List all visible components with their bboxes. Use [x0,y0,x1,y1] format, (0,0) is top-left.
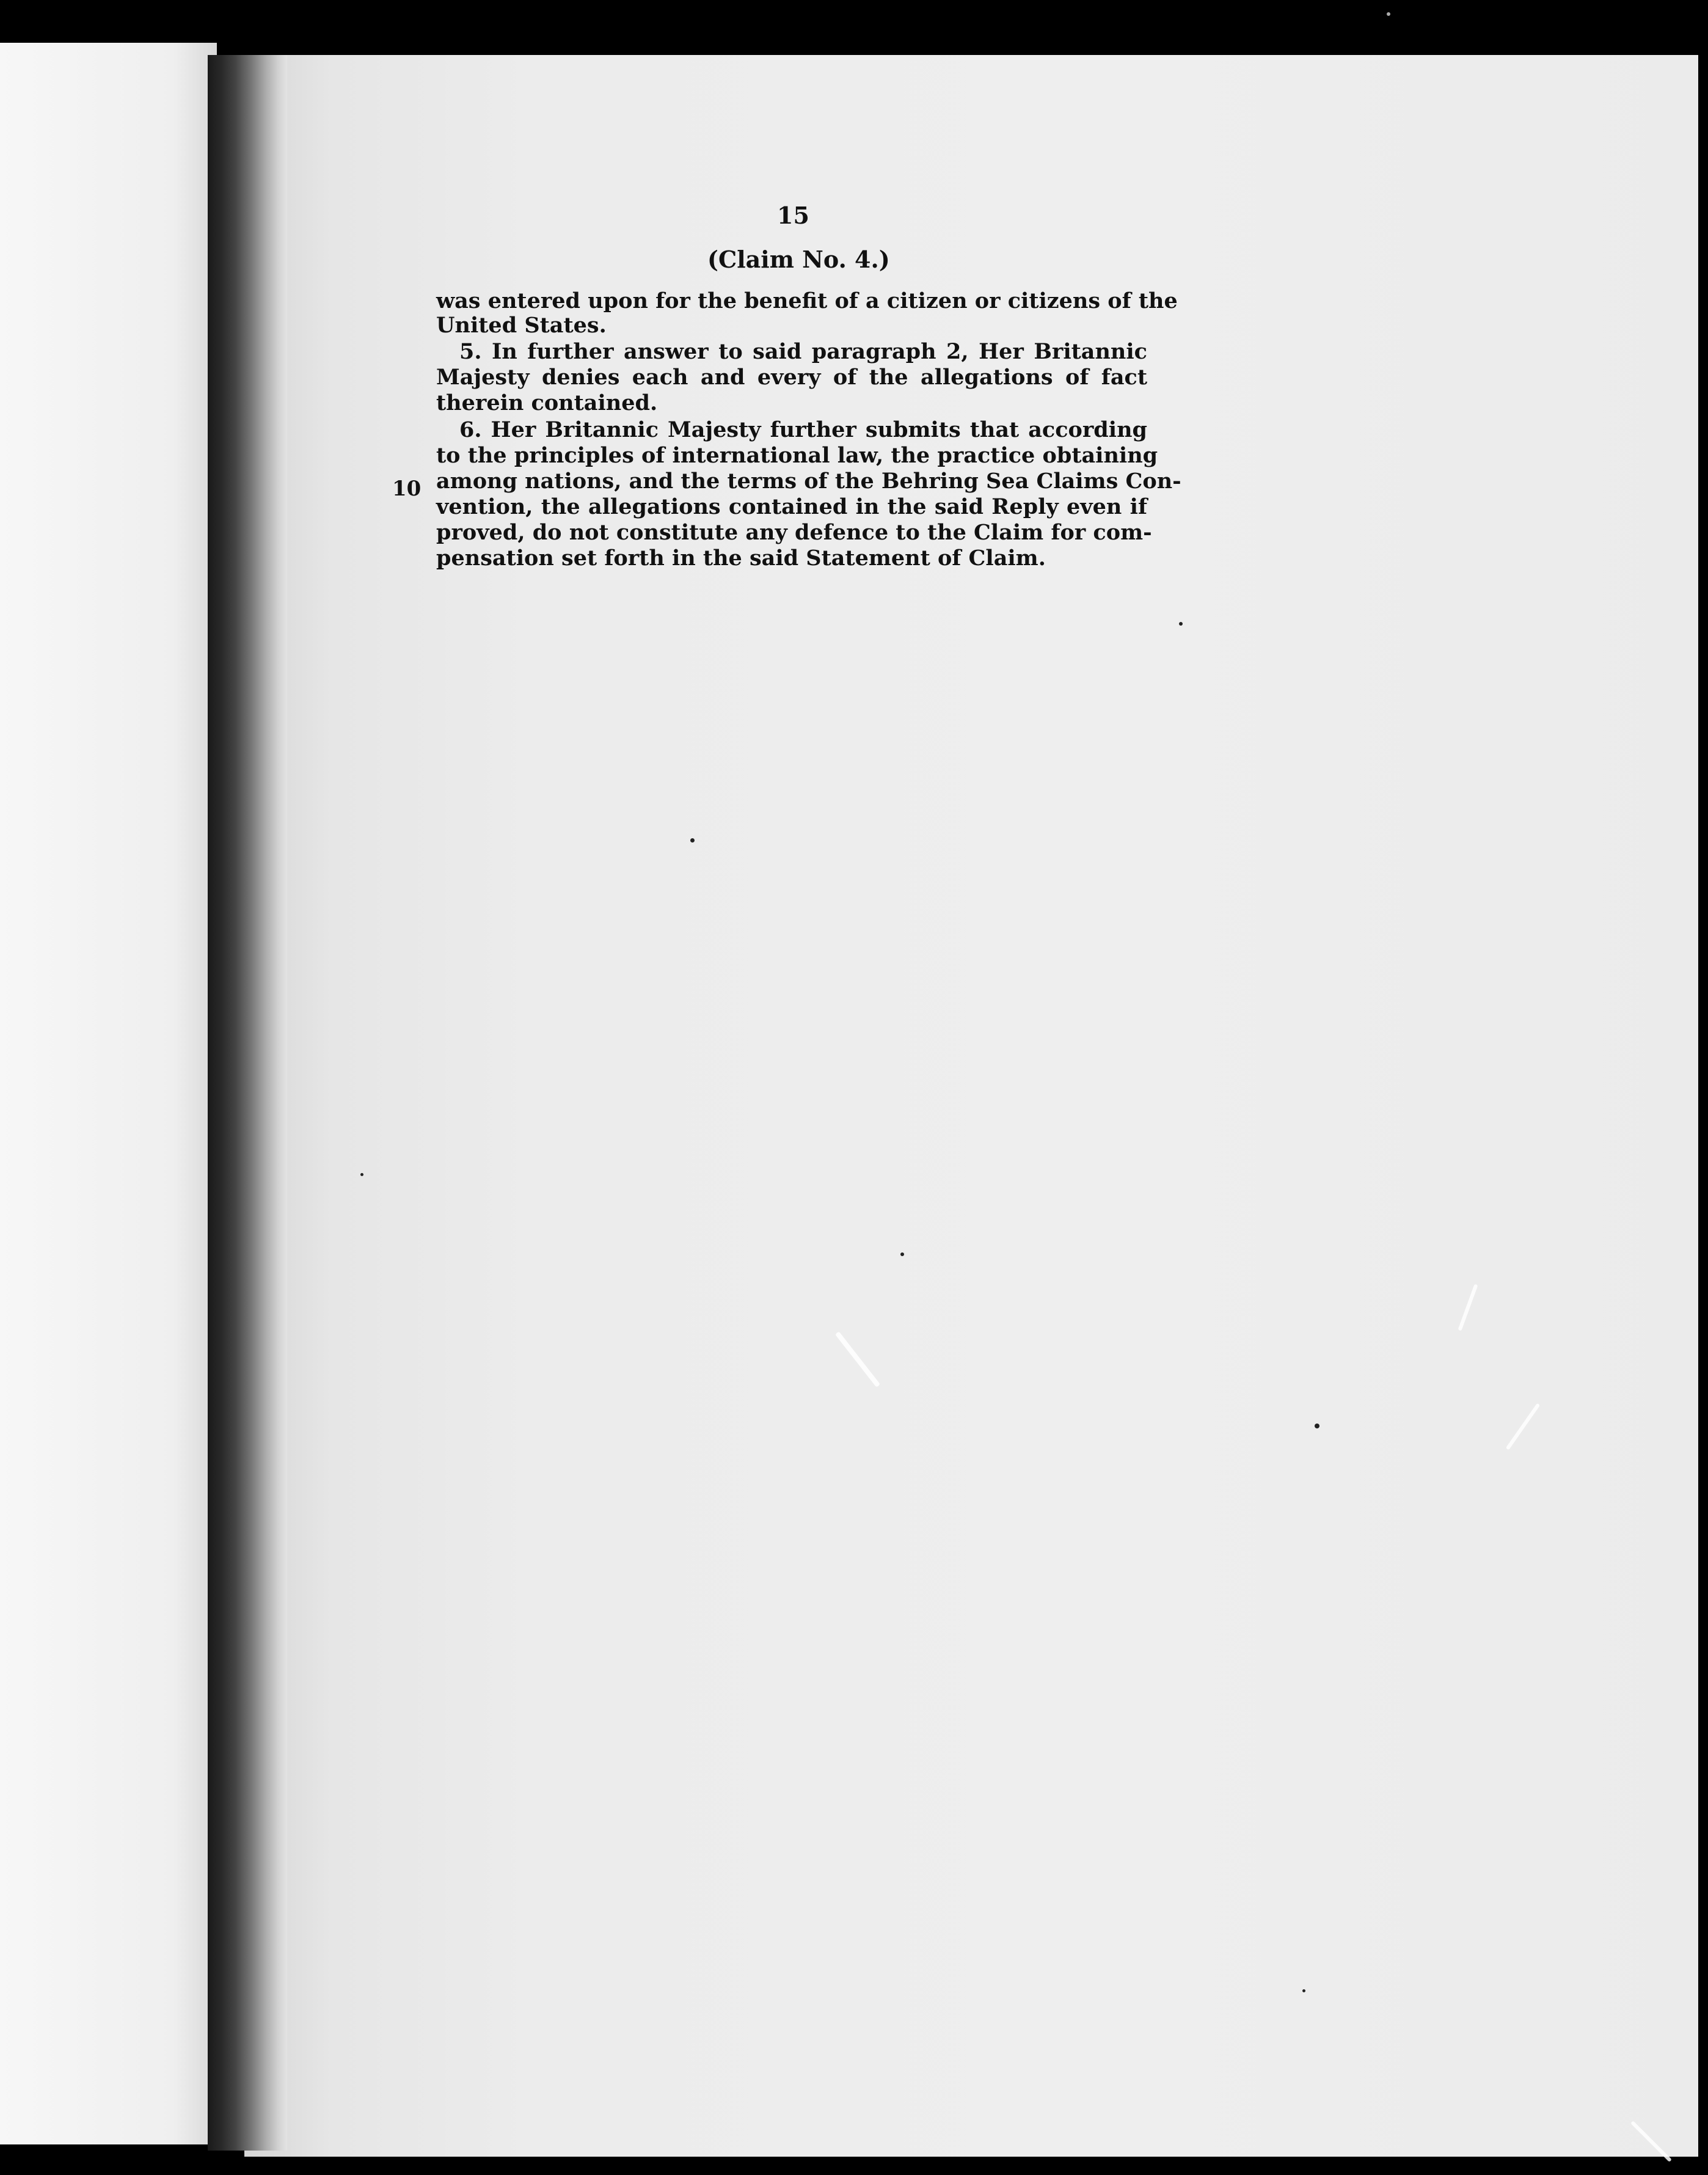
body-text-line: was entered upon for the benefit of a citizen or citizens of the [436,288,1178,313]
margin-line-number: 10 [392,477,422,501]
scan-speck [360,1173,363,1176]
facing-page [0,43,217,2144]
scan-scratch [1458,1284,1478,1331]
scan-scratch [1506,1403,1541,1450]
body-text-line: pensation set forth in the said Statement of Claim. [436,546,1046,571]
body-text-line: therein contained. [436,390,658,415]
body-text-line: to the principles of international law, the practice obtaining [436,443,1158,468]
scan-speck [1387,12,1390,16]
page-number: 15 [777,202,809,229]
scan-scratch [1630,2121,1672,2162]
claim-heading: (Claim No. 4.) [707,246,890,273]
scan-speck [1179,622,1183,626]
scan-speck [1315,1424,1319,1428]
body-text-line: proved, do not constitute any defence to the Claim for com- [436,520,1152,545]
body-text-line: 6. Her Britannic Majesty further submits that according [459,417,1147,442]
body-text-line: among nations, and the terms of the Behring Sea Claims Con- [436,469,1181,494]
scan-speck [1302,1989,1305,1992]
binding-gutter-shadow [208,55,287,2151]
body-text-line: 5. In further answer to said paragraph 2, Her Britannic [459,339,1147,364]
body-text-line: Majesty denies each and every of the allegations of fact [436,365,1147,390]
body-text-line: vention, the allegations contained in the said Reply even if [436,494,1147,519]
scan-scratch [835,1331,880,1387]
body-text-line: United States. [436,313,607,338]
scan-speck [900,1252,904,1256]
scan-speck [690,838,695,843]
